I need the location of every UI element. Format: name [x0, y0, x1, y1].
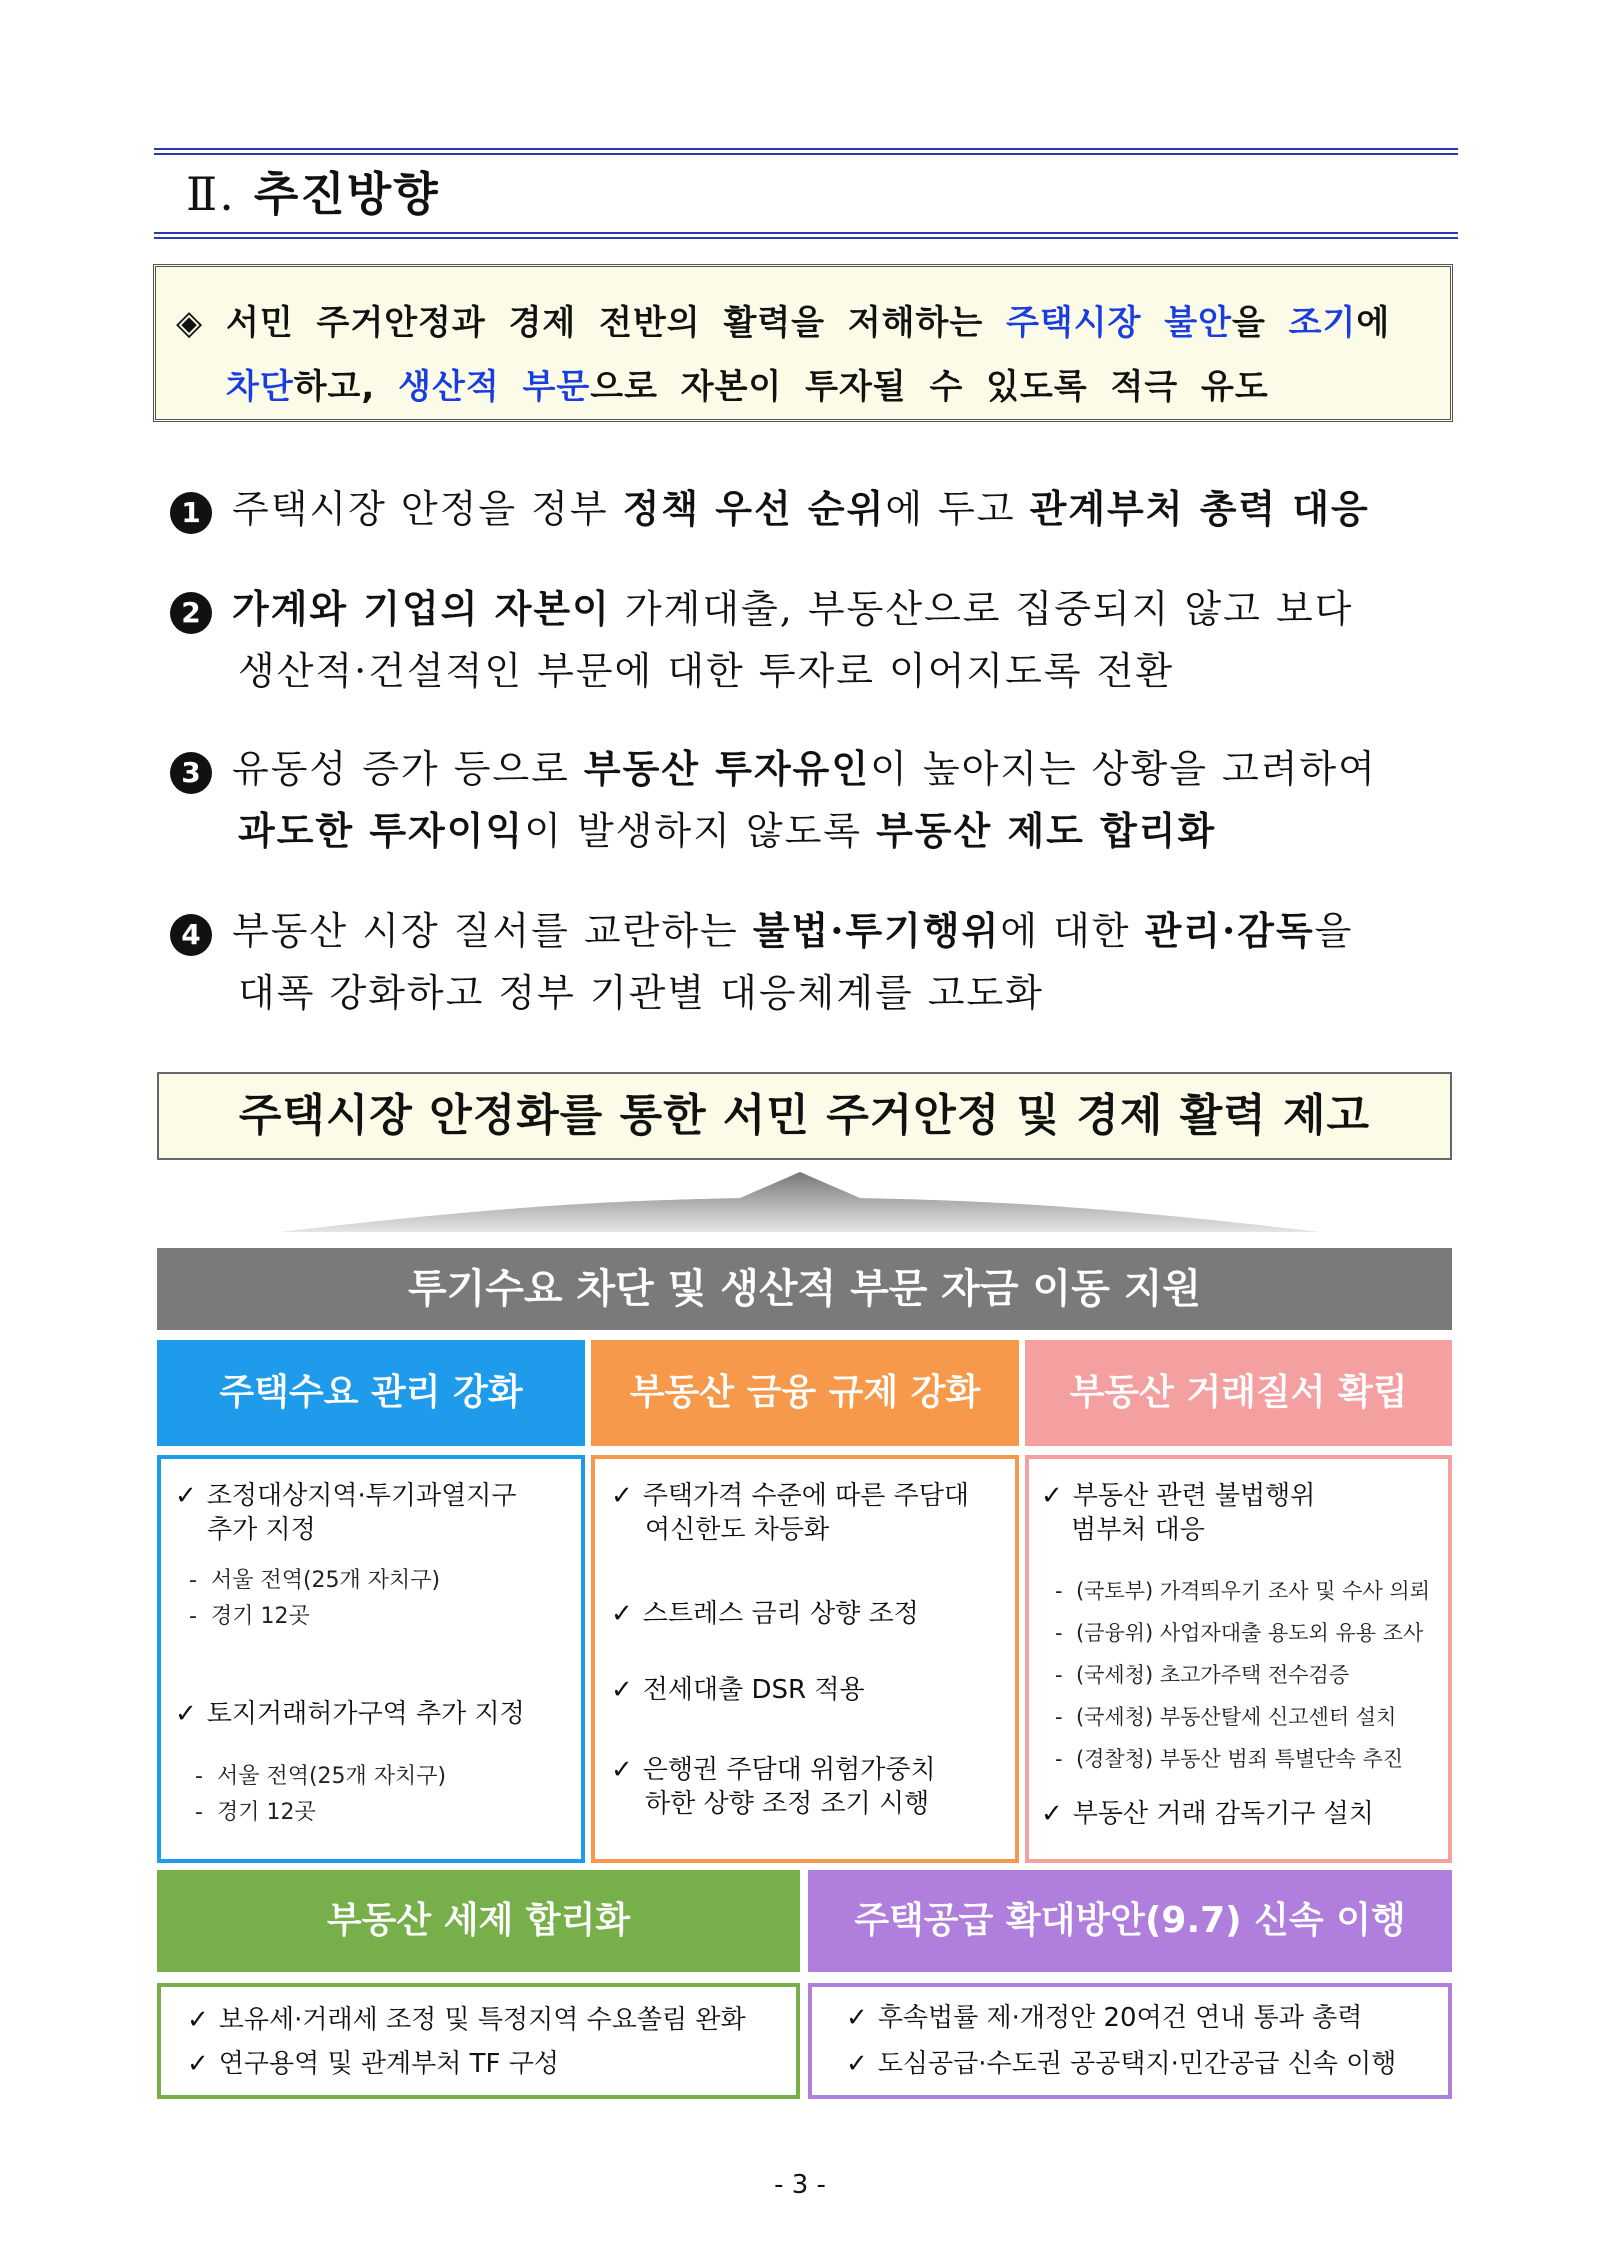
dash: -	[1055, 1663, 1063, 1687]
check-item	[846, 2001, 1362, 2035]
check-item	[611, 1673, 865, 1707]
check-icon: ✓	[175, 1699, 197, 1729]
check-text: 은행권 주담대 위험가중치	[642, 1755, 936, 1785]
number-badge: 2	[170, 592, 212, 634]
check-text: 하한 상향 조정 조기 시행	[645, 1789, 930, 1819]
check-text: 후속법률 제·개정안 20여건 연내 통과 총력	[877, 2003, 1363, 2033]
sub-text: (국세청) 부동산탈세 신고센터 설치	[1075, 1705, 1397, 1729]
sub-text: 경기 12곳	[210, 1604, 310, 1629]
direction-item-4	[170, 900, 1460, 1015]
check-text: 부동산 거래 감독기구 설치	[1072, 1799, 1374, 1829]
check-icon: ✓	[187, 2005, 209, 2035]
dash: -	[1055, 1621, 1063, 1645]
dash: -	[189, 1604, 197, 1629]
check-item	[175, 1479, 516, 1513]
sub-text: (경찰청) 부동산 범죄 특별단속 추진	[1075, 1747, 1404, 1771]
check-text: 보유세·거래세 조정 및 특정지역 수요쏠림 완화	[218, 2005, 746, 2035]
header-tax-reform: 부동산 세제 합리화	[157, 1870, 800, 1972]
header-finance-regulation: 부동산 금융 규제 강화	[591, 1340, 1019, 1446]
dash: -	[1055, 1579, 1063, 1603]
check-item-cont	[207, 1513, 316, 1547]
item-text-bold: 불법·투기행위	[752, 908, 1001, 953]
sub-text: 서울 전역(25개 자치구)	[216, 1764, 447, 1789]
item-text: 이 발생하지 않도록	[524, 809, 877, 853]
item-text: 대폭 강화	[238, 971, 407, 1015]
item-text-bold: 부동산 제도 합리화	[876, 808, 1217, 853]
item-text: 하고	[406, 971, 499, 1015]
check-item	[1041, 1479, 1315, 1513]
section-heading	[186, 158, 440, 224]
section-numeral: Ⅱ.	[186, 167, 236, 221]
check-text: 연구용역 및 관계부처 TF 구성	[218, 2049, 559, 2079]
item-text: 주택시장 안정을 정부	[232, 487, 623, 531]
sub-item	[1055, 1617, 1423, 1647]
item-text: 가계대출, 부동산으로 집중되지 않고 보다	[610, 587, 1354, 631]
goal-box: 주택시장 안정화를 통한 서민 주거안정 및 경제 활력 제고	[157, 1072, 1452, 1160]
sub-item	[1055, 1659, 1349, 1689]
sub-text: (국세청) 초고가주택 전수검증	[1075, 1663, 1350, 1687]
check-item-cont	[1071, 1513, 1205, 1547]
item-text: 부동산 시장 질서를 교란하는	[232, 909, 753, 953]
item-text-bold: 관리·감독	[1144, 908, 1315, 953]
sub-item	[189, 1563, 440, 1594]
check-item	[611, 1753, 936, 1787]
sub-item	[1055, 1575, 1430, 1605]
check-item-cont	[645, 1513, 829, 1547]
number-badge: 4	[170, 914, 212, 956]
summary-text: 서민 주거안정과 경제 전반의 활력을 저해하는	[226, 303, 1007, 343]
check-item	[175, 1697, 525, 1731]
sub-text: (금융위) 사업자대출 용도외 유용 조사	[1075, 1621, 1424, 1645]
sub-item	[1055, 1701, 1396, 1731]
item-line-2	[238, 640, 1174, 695]
dash: -	[1055, 1705, 1063, 1729]
summary-text: 하고,	[293, 367, 399, 407]
up-arrow-icon	[250, 1170, 1350, 1240]
check-text: 도심공급·수도권 공공택지·민간공급 신속 이행	[877, 2049, 1397, 2079]
diamond-bullet-icon: ◈	[176, 303, 204, 343]
summary-text: 에	[1356, 303, 1391, 343]
item-line-2	[238, 962, 1044, 1017]
panel-supply-plan	[808, 1983, 1452, 2099]
dash: -	[195, 1800, 203, 1825]
check-text: 조정대상지역·투기과열지구	[206, 1481, 517, 1511]
direction-item-1	[170, 478, 1460, 534]
dash: -	[195, 1764, 203, 1789]
check-icon: ✓	[846, 2003, 868, 2033]
check-item-cont	[645, 1787, 929, 1821]
direction-item-2	[170, 578, 1460, 693]
item-text-bold: 부동산 투자유인	[583, 746, 871, 791]
check-icon: ✓	[611, 1675, 633, 1705]
number-badge: 1	[170, 492, 212, 534]
summary-line-1	[176, 295, 1390, 344]
section-title: 추진방향	[253, 167, 440, 221]
heading-rule-top	[154, 148, 1458, 150]
item-text-bold: 가계와 기업의 자본이	[232, 586, 611, 631]
check-icon: ✓	[611, 1599, 633, 1629]
summary-highlight: 차단	[226, 367, 294, 407]
panel-tax-reform	[157, 1983, 800, 2099]
sub-text: 경기 12곳	[216, 1800, 316, 1825]
sub-item	[189, 1599, 310, 1630]
sub-text: (국토부) 가격띄우기 조사 및 수사 의뢰	[1075, 1579, 1430, 1603]
item-text: 유동성 증가 등으로	[232, 747, 584, 791]
summary-text: 을	[1231, 303, 1289, 343]
dash: -	[1055, 1747, 1063, 1771]
check-icon: ✓	[1041, 1481, 1063, 1511]
check-icon: ✓	[611, 1755, 633, 1785]
direction-item-3	[170, 738, 1460, 853]
item-line-2	[238, 800, 1216, 855]
header-supply-plan: 주택공급 확대방안(9.7) 신속 이행	[808, 1870, 1452, 1972]
item-text: 을	[1314, 909, 1354, 953]
item-text-bold: 정책 우선 순위	[622, 486, 886, 531]
check-item	[846, 2047, 1396, 2081]
check-text: 부동산 관련 불법행위	[1072, 1481, 1316, 1511]
sub-item	[195, 1795, 316, 1826]
panel-transaction-order	[1025, 1455, 1452, 1863]
check-item	[187, 2047, 559, 2081]
item-text-bold: 관계부처 총력 대응	[1029, 486, 1370, 531]
check-icon: ✓	[611, 1481, 633, 1511]
check-icon: ✓	[187, 2049, 209, 2079]
strategy-band: 투기수요 차단 및 생산적 부문 자금 이동 지원	[157, 1248, 1452, 1330]
dash: -	[189, 1568, 197, 1593]
sub-item	[195, 1759, 446, 1790]
header-transaction-order: 부동산 거래질서 확립	[1025, 1340, 1452, 1446]
heading-rule-top-2	[154, 153, 1458, 155]
check-item	[1041, 1797, 1374, 1831]
item-text: 정부 기관별 대응체계	[498, 971, 875, 1015]
summary-text: 으로 자본이 투자될 수 있도록 적극 유도	[590, 367, 1269, 407]
check-icon: ✓	[175, 1481, 197, 1511]
check-text: 토지거래허가구역 추가 지정	[206, 1699, 525, 1729]
check-icon: ✓	[846, 2049, 868, 2079]
item-text: 를 고도화	[874, 971, 1044, 1015]
panel-finance-regulation	[591, 1455, 1019, 1863]
check-text: 여신한도 차등화	[645, 1515, 830, 1545]
check-text: 범부처 대응	[1071, 1515, 1205, 1545]
number-badge: 3	[170, 752, 212, 794]
item-text-bold: 과도한 투자이익	[238, 808, 525, 853]
check-item	[187, 2003, 746, 2037]
item-text: 에 두고	[885, 487, 1030, 531]
check-icon: ✓	[1041, 1799, 1063, 1829]
header-housing-demand: 주택수요 관리 강화	[157, 1340, 585, 1446]
item-text: 생산적·건설적인 부문에 대한 투자로 이어지도록 전환	[238, 649, 1175, 693]
summary-highlight: 조기	[1288, 303, 1357, 343]
summary-line-2	[226, 359, 1269, 408]
heading-rule-bottom	[154, 232, 1458, 234]
panel-housing-demand	[157, 1455, 585, 1863]
summary-highlight: 주택시장 불안	[1006, 303, 1232, 343]
check-text: 전세대출 DSR 적용	[642, 1675, 865, 1705]
check-item	[611, 1479, 969, 1513]
summary-highlight: 생산적 부문	[398, 367, 591, 407]
sub-text: 서울 전역(25개 자치구)	[210, 1568, 441, 1593]
item-text: 에 대한	[1000, 909, 1145, 953]
check-item	[611, 1597, 919, 1631]
summary-box	[153, 264, 1453, 422]
heading-rule-bottom-2	[154, 237, 1458, 239]
item-text: 이 높아지는 상황을 고려하여	[870, 747, 1377, 791]
check-text: 스트레스 금리 상향 조정	[642, 1599, 919, 1629]
check-text: 주택가격 수준에 따른 주담대	[642, 1481, 969, 1511]
sub-item	[1055, 1743, 1403, 1773]
check-text: 추가 지정	[207, 1515, 316, 1545]
page-number: - 3 -	[774, 2170, 826, 2200]
